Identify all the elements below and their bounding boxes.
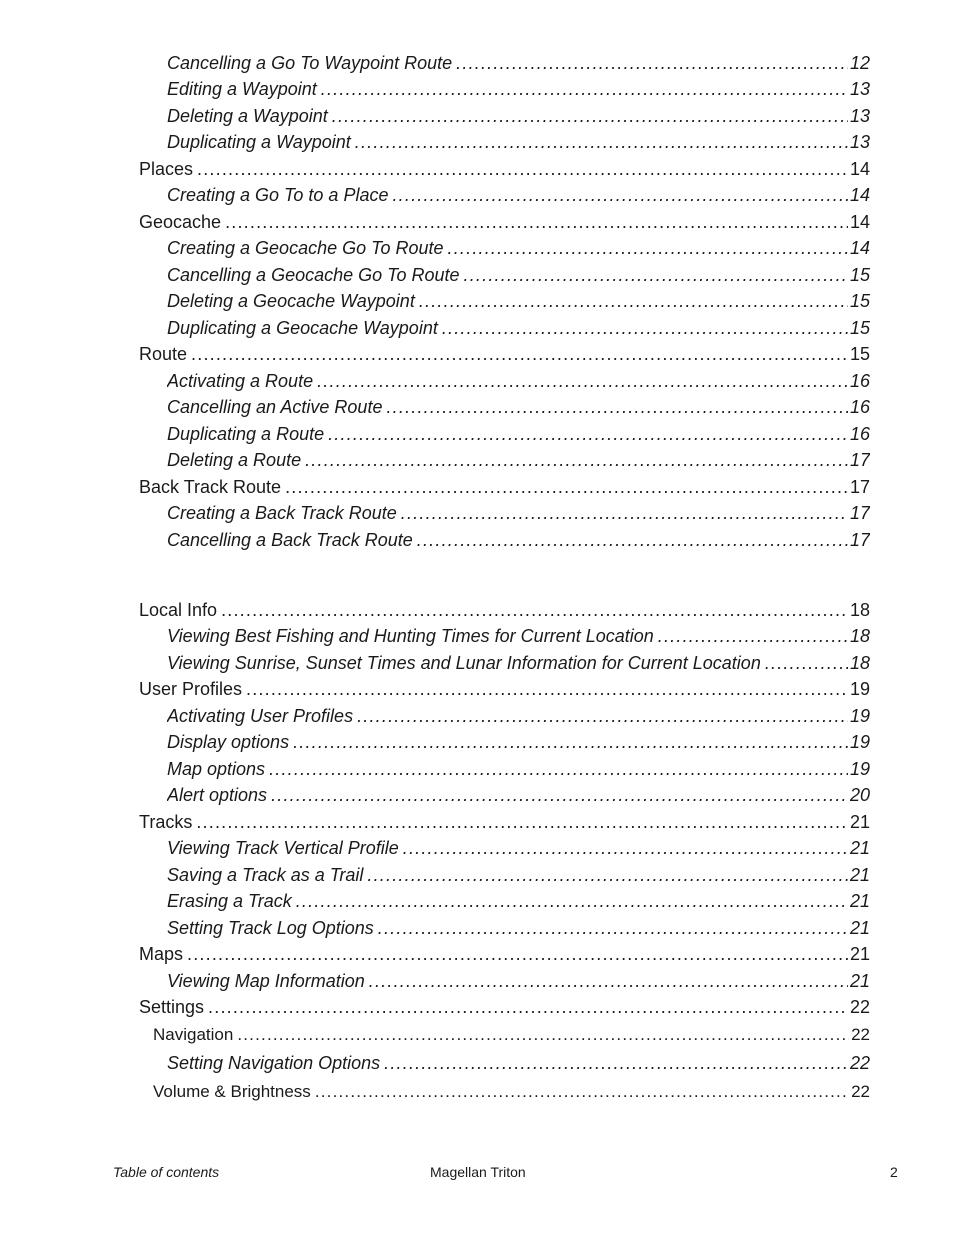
toc-entry-title: Cancelling a Go To Waypoint Route bbox=[167, 53, 453, 73]
toc-entry[interactable] bbox=[167, 313, 870, 339]
toc-leader-dots bbox=[296, 890, 848, 912]
toc-entry-title: Creating a Back Track Route bbox=[167, 503, 397, 523]
toc-entry-page: 20 bbox=[849, 785, 870, 805]
toc-entry[interactable] bbox=[167, 74, 870, 100]
toc-entry[interactable] bbox=[167, 419, 870, 445]
toc-entry-title: Viewing Map Information bbox=[167, 971, 365, 991]
toc-entry[interactable] bbox=[167, 260, 870, 286]
toc-entry[interactable] bbox=[139, 339, 870, 365]
toc-entry-title: Cancelling a Back Track Route bbox=[167, 530, 413, 550]
toc-entry-page: 13 bbox=[849, 106, 870, 126]
toc-entry-title: Duplicating a Geocache Waypoint bbox=[167, 318, 438, 338]
toc-leader-dots bbox=[246, 678, 848, 700]
toc-leader-dots bbox=[237, 1024, 849, 1046]
toc-entry-page: 17 bbox=[849, 450, 870, 470]
toc-entry-title: Viewing Track Vertical Profile bbox=[167, 838, 399, 858]
toc-entry-page: 16 bbox=[849, 371, 870, 391]
toc-entry-page: 21 bbox=[849, 918, 870, 938]
toc-entry-page: 14 bbox=[849, 159, 870, 179]
toc-entry-title: Deleting a Geocache Waypoint bbox=[167, 291, 415, 311]
toc-entry-title: Erasing a Track bbox=[167, 891, 292, 911]
toc-leader-dots bbox=[658, 625, 848, 647]
toc-leader-dots bbox=[765, 652, 848, 674]
toc-leader-dots bbox=[208, 996, 848, 1018]
toc-entry-page: 19 bbox=[849, 679, 870, 699]
toc-entry-page: 17 bbox=[849, 477, 870, 497]
toc-entry[interactable] bbox=[167, 621, 870, 647]
toc-entry-page: 22 bbox=[849, 1053, 870, 1073]
toc-entry-title: Duplicating a Waypoint bbox=[167, 132, 351, 152]
toc-entry[interactable] bbox=[167, 833, 870, 859]
toc-leader-dots bbox=[442, 317, 848, 339]
toc-leader-dots bbox=[419, 290, 848, 312]
toc-entry-title: Activating User Profiles bbox=[167, 706, 354, 726]
toc-leader-dots bbox=[386, 396, 848, 418]
toc-entry-page: 21 bbox=[849, 971, 870, 991]
toc-entry-page: 19 bbox=[849, 706, 870, 726]
toc-entry[interactable] bbox=[167, 366, 870, 392]
toc-entry[interactable] bbox=[167, 886, 870, 912]
toc-leader-dots bbox=[367, 864, 848, 886]
toc-leader-dots bbox=[355, 131, 848, 153]
toc-entry-title: Display options bbox=[167, 732, 290, 752]
toc-entry-title: Creating a Geocache Go To Route bbox=[167, 238, 444, 258]
toc-entry-page: 17 bbox=[849, 503, 870, 523]
toc-entry[interactable] bbox=[167, 286, 870, 312]
toc-entry[interactable] bbox=[167, 127, 870, 153]
toc-entry-title: Activating a Route bbox=[167, 371, 314, 391]
toc-entry[interactable] bbox=[139, 939, 870, 965]
toc-entry-page: 21 bbox=[849, 838, 870, 858]
toc-leader-dots bbox=[369, 970, 848, 992]
toc-leader-dots bbox=[401, 502, 848, 524]
toc-entry-page: 21 bbox=[849, 865, 870, 885]
toc-entry-title: Setting Navigation Options bbox=[167, 1053, 381, 1073]
footer-page-number: 2 bbox=[890, 1164, 898, 1180]
toc-entry-page: 16 bbox=[849, 397, 870, 417]
toc-leader-dots bbox=[332, 105, 848, 127]
toc-entry-page: 18 bbox=[849, 600, 870, 620]
toc-entry[interactable] bbox=[167, 445, 870, 471]
toc-entry-title: User Profiles bbox=[139, 679, 243, 699]
toc-leader-dots bbox=[305, 449, 848, 471]
toc-entry-title: Back Track Route bbox=[139, 477, 282, 497]
toc-entry-page: 21 bbox=[849, 812, 870, 832]
toc-entry-page: 16 bbox=[849, 424, 870, 444]
toc-entry-page: 13 bbox=[849, 132, 870, 152]
toc-leader-dots bbox=[328, 423, 848, 445]
toc-leader-dots bbox=[197, 158, 848, 180]
toc-entry-page: 14 bbox=[849, 185, 870, 205]
footer-product-name: Magellan Triton bbox=[430, 1164, 526, 1180]
toc-entry-title: Deleting a Route bbox=[167, 450, 302, 470]
toc-entry[interactable] bbox=[167, 780, 870, 806]
toc-entry-page: 19 bbox=[849, 759, 870, 779]
toc-entry[interactable] bbox=[167, 860, 870, 886]
toc-entry-page: 14 bbox=[849, 238, 870, 258]
toc-leader-dots bbox=[392, 184, 848, 206]
toc-entry-page: 12 bbox=[849, 53, 870, 73]
toc-leader-dots bbox=[285, 476, 848, 498]
toc-entry-title: Cancelling an Active Route bbox=[167, 397, 383, 417]
toc-leader-dots bbox=[417, 529, 848, 551]
toc-entry-title: Saving a Track as a Trail bbox=[167, 865, 364, 885]
toc-entry[interactable] bbox=[153, 1020, 870, 1046]
toc-entry-title: Alert options bbox=[167, 785, 268, 805]
toc-leader-dots bbox=[456, 52, 848, 74]
toc-entry-page: 21 bbox=[849, 944, 870, 964]
toc-leader-dots bbox=[448, 237, 848, 259]
toc-leader-dots bbox=[357, 705, 848, 727]
toc-entry-title: Map options bbox=[167, 759, 266, 779]
toc-entry-page: 21 bbox=[849, 891, 870, 911]
toc-leader-dots bbox=[384, 1052, 848, 1074]
toc-leader-dots bbox=[378, 917, 848, 939]
toc-entry-page: 15 bbox=[849, 318, 870, 338]
toc-entry[interactable] bbox=[139, 674, 870, 700]
toc-entry-title: Setting Track Log Options bbox=[167, 918, 374, 938]
toc-entry-title: Viewing Sunrise, Sunset Times and Lunar Information for Current Location bbox=[167, 653, 761, 673]
toc-entry[interactable] bbox=[167, 180, 870, 206]
toc-leader-dots bbox=[269, 758, 848, 780]
toc-entry[interactable] bbox=[167, 525, 870, 551]
toc-entry[interactable] bbox=[167, 101, 870, 127]
toc-entry[interactable] bbox=[167, 913, 870, 939]
toc-entry-page: 22 bbox=[851, 1025, 870, 1044]
toc-entry[interactable] bbox=[167, 1048, 870, 1074]
toc-entry[interactable] bbox=[167, 48, 870, 74]
toc-entry[interactable] bbox=[167, 498, 870, 524]
toc-entry-page: 22 bbox=[849, 997, 870, 1017]
toc-entry-title: Maps bbox=[139, 944, 184, 964]
toc-entry[interactable] bbox=[167, 648, 870, 674]
toc-entry-title: Editing a Waypoint bbox=[167, 79, 317, 99]
toc-entry-page: 15 bbox=[849, 344, 870, 364]
toc-entry[interactable] bbox=[139, 595, 870, 621]
toc-leader-dots bbox=[321, 78, 848, 100]
footer-section-title: Table of contents bbox=[113, 1164, 220, 1180]
toc-leader-dots bbox=[464, 264, 848, 286]
toc-entry[interactable] bbox=[167, 727, 870, 753]
toc-entry-page: 14 bbox=[849, 212, 870, 232]
toc-entry-title: Tracks bbox=[139, 812, 193, 832]
toc-entry-page: 22 bbox=[851, 1082, 870, 1101]
toc-leader-dots bbox=[317, 370, 848, 392]
toc-entry[interactable] bbox=[167, 966, 870, 992]
toc-entry-title: Creating a Go To to a Place bbox=[167, 185, 389, 205]
toc-leader-dots bbox=[191, 343, 848, 365]
toc-entry[interactable] bbox=[139, 992, 870, 1018]
toc-entry-page: 13 bbox=[849, 79, 870, 99]
toc-entry-page: 19 bbox=[849, 732, 870, 752]
toc-entry-title: Route bbox=[139, 344, 188, 364]
toc-entry-title: Viewing Best Fishing and Hunting Times for Current Location bbox=[167, 626, 654, 646]
toc-entry[interactable] bbox=[139, 472, 870, 498]
toc-entry[interactable] bbox=[139, 154, 870, 180]
toc-leader-dots bbox=[315, 1081, 849, 1103]
toc-entry-title: Geocache bbox=[139, 212, 222, 232]
toc-entry[interactable] bbox=[139, 207, 870, 233]
toc-entry-title: Deleting a Waypoint bbox=[167, 106, 328, 126]
toc-entry-page: 18 bbox=[849, 626, 870, 646]
toc-leader-dots bbox=[271, 784, 848, 806]
toc-entry-title: Settings bbox=[139, 997, 205, 1017]
toc-entry-page: 17 bbox=[849, 530, 870, 550]
toc-entry-page: 18 bbox=[849, 653, 870, 673]
toc-entry[interactable] bbox=[167, 754, 870, 780]
toc-leader-dots bbox=[293, 731, 848, 753]
toc-leader-dots bbox=[187, 943, 848, 965]
toc-entry-page: 15 bbox=[849, 265, 870, 285]
toc-entry[interactable] bbox=[167, 392, 870, 418]
toc-leader-dots bbox=[225, 211, 848, 233]
toc-entry-title: Places bbox=[139, 159, 194, 179]
toc-entry-title: Duplicating a Route bbox=[167, 424, 325, 444]
toc-entry-title: Cancelling a Geocache Go To Route bbox=[167, 265, 460, 285]
toc-entry[interactable] bbox=[139, 807, 870, 833]
toc-leader-dots bbox=[196, 811, 848, 833]
toc-entry[interactable] bbox=[167, 233, 870, 259]
toc-entry-title: Volume & Brightness bbox=[153, 1082, 311, 1101]
toc-leader-dots bbox=[221, 599, 848, 621]
toc-entry[interactable] bbox=[153, 1077, 870, 1103]
toc-entry-title: Local Info bbox=[139, 600, 218, 620]
toc-leader-dots bbox=[403, 837, 848, 859]
toc-entry-page: 15 bbox=[849, 291, 870, 311]
toc-entry-title: Navigation bbox=[153, 1025, 234, 1044]
toc-entry[interactable] bbox=[167, 701, 870, 727]
